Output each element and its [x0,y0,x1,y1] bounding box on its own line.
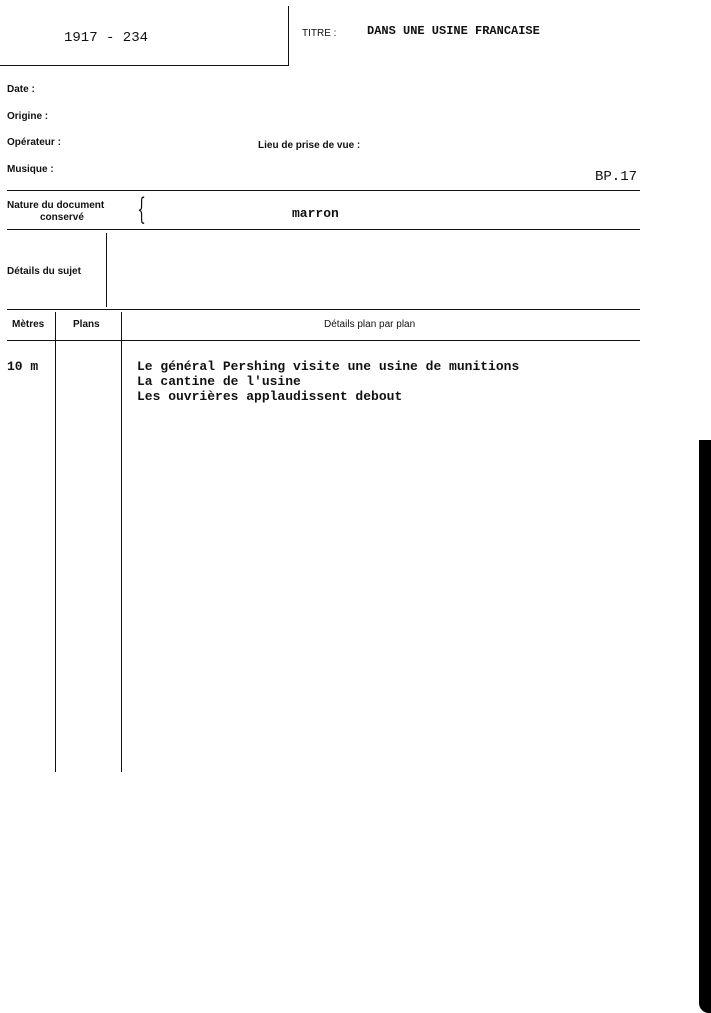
operateur-label: Opérateur : [7,137,61,148]
sujet-label: Détails du sujet [7,266,81,277]
row-detail-line-1: Le général Pershing visite une usine de munitions [137,359,520,374]
nature-label-line2: conservé [40,212,84,223]
date-label: Date : [7,84,35,95]
nature-brace: { [137,192,146,227]
title-value: DANS UNE USINE FRANCAISE [367,24,540,38]
column-header-details: Détails plan par plan [324,319,416,330]
lieu-label: Lieu de prise de vue : [258,140,361,151]
nature-top-rule [7,190,640,191]
reference-number: 1917 - 234 [64,30,149,46]
column-header-plans: Plans [73,319,100,330]
scan-edge-shadow [699,440,711,1013]
title-label: TITRE : [302,28,337,39]
table-header-rule [7,340,640,341]
musique-label: Musique : [7,164,54,175]
column-divider-1 [55,312,56,772]
column-header-metres: Mètres [12,319,45,330]
code-value: BP.17 [595,169,638,185]
table-top-rule [7,309,640,310]
row-detail-line-3: Les ouvrières applaudissent debout [137,389,403,404]
row-metres: 10 m [7,359,39,374]
nature-label-line1: Nature du document [7,200,105,211]
nature-bottom-rule [7,229,640,230]
header-box-right-border [288,6,289,66]
sujet-bracket-line [106,233,107,307]
header-box-bottom-border [0,65,289,66]
nature-value: marron [292,206,339,221]
column-divider-2 [121,312,122,772]
row-detail-line-2: La cantine de l'usine [137,374,301,389]
origine-label: Origine : [7,111,49,122]
